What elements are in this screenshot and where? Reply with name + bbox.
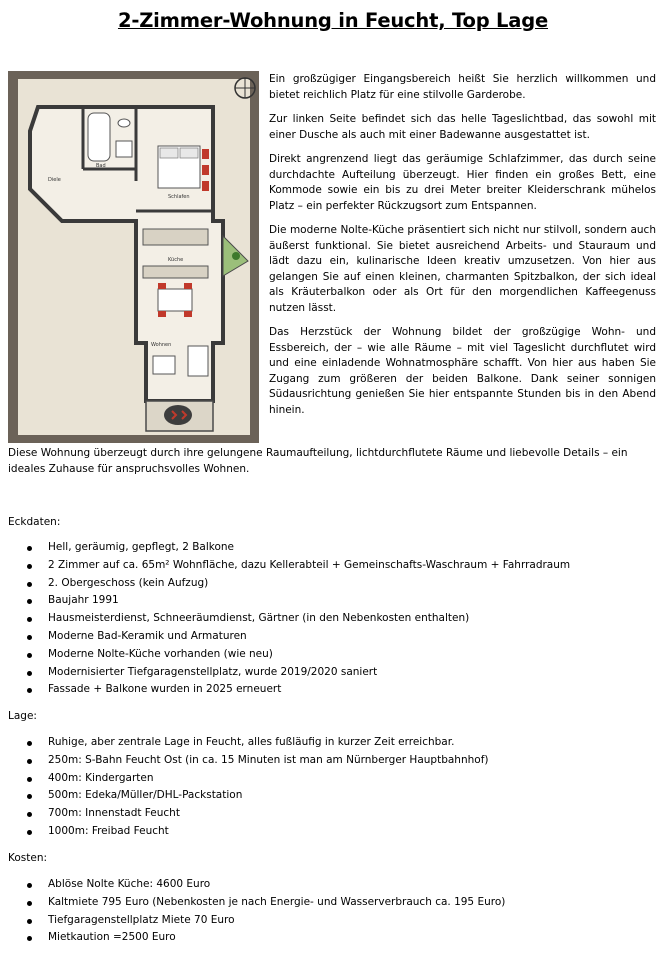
intro-paragraph: Ein großzügiger Eingangsbereich heißt Sie herzlich willkommen und bietet reichlich Platz für eine stilvolle Garderobe. [269,73,656,101]
list-item: 250m: S-Bahn Feucht Ost (in ca. 15 Minuten ist man am Nürnberger Hauptbahnhof) [48,752,666,770]
eckdaten-list [0,539,666,699]
list-item: Moderne Bad-Keramik und Armaturen [48,628,666,646]
page-title: 2-Zimmer-Wohnung in Feucht, Top Lage [117,9,549,32]
eckdaten-heading: Eckdaten: [8,516,61,528]
list-item: 2. Obergeschoss (kein Aufzug) [48,575,666,593]
sofa [188,346,208,376]
intro-paragraph: Die moderne Nolte-Küche präsentiert sich nicht nur stilvoll, sondern auch äußerst funktional. Sie bietet ausreichend Arbeits- und Stauraum und lädt dazu ein, kulinarische Ideen kreativ umzusetzen. Von hier aus gelangen Sie auf einen kleinen, charmanten Spitzbalkon, der sich ideal als Kräuterbalkon oder als Ort für den morgendlichen Kaffeegenuss nutzen lässt. [269,224,656,314]
bathtub [88,113,110,161]
list-item: 700m: Innenstadt Feucht [48,805,666,823]
list-item: Modernisierter Tiefgaragenstellplatz, wurde 2019/2020 saniert [48,664,666,682]
list-item: Kaltmiete 795 Euro (Nebenkosten je nach Energie- und Wasserverbrauch ca. 195 Euro) [48,894,666,912]
intro-paragraph: Direkt angrenzend liegt das geräumige Schlafzimmer, das durch seine durchdachte Aufteilung überzeugt. Hier finden ein großes Bett, eine Kommode sowie ein bis zu drei Meter breiter Kleiderschrank mühelos Platz – ein perfekter Rückzugsort zum Entspannen. [269,153,656,212]
kitchen-counter [143,229,208,245]
kosten-heading: Kosten: [8,852,48,864]
list-item: Tiefgaragenstellplatz Miete 70 Euro [48,912,666,930]
list-item: 2 Zimmer auf ca. 65m² Wohnfläche, dazu Kellerabteil + Gemeinschafts-Waschraum + Fahrradraum [48,557,666,575]
list-item: Fassade + Balkone wurden in 2025 erneuert [48,681,666,699]
svg-text:Schlafen: Schlafen [168,194,190,200]
summary-text: Diese Wohnung überzeugt durch ihre gelungene Raumaufteilung, lichtdurchflutete Räume und liebevolle Details – ein ideales Zuhause für anspruchsvolles Wohnen. [8,447,628,475]
svg-text:Küche: Küche [168,257,184,263]
floor-plan-photo [8,71,259,443]
list-item: Moderne Nolte-Küche vorhanden (wie neu) [48,646,666,664]
lage-list [0,734,666,841]
list-item: Ablöse Nolte Küche: 4600 Euro [48,876,666,894]
kosten-list [0,876,666,947]
list-item: 1000m: Freibad Feucht [48,823,666,841]
svg-text:Diele: Diele [48,177,61,183]
list-item: Hausmeisterdienst, Schneeräumdienst, Gärtner (in den Nebenkosten enthalten) [48,610,666,628]
intro-paragraph: Zur linken Seite befindet sich das helle Tageslichtbad, das sowohl mit einer Dusche als auch mit einer Badewanne ausgestattet ist. [269,113,656,141]
intro-text [269,72,656,427]
dining-table [158,289,192,311]
list-item: 500m: Edeka/Müller/DHL-Packstation [48,787,666,805]
list-item: Baujahr 1991 [48,592,666,610]
list-item: 400m: Kindergarten [48,770,666,788]
svg-text:Wohnen: Wohnen [151,342,172,348]
list-item: Mietkaution =2500 Euro [48,929,666,947]
list-item: Hell, geräumig, gepflegt, 2 Balkone [48,539,666,557]
lage-heading: Lage: [8,710,37,722]
svg-text:Bad: Bad [96,163,106,169]
list-item: Ruhige, aber zentrale Lage in Feucht, alles fußläufig in kurzer Zeit erreichbar. [48,734,666,752]
intro-paragraph: Das Herzstück der Wohnung bildet der großzügige Wohn- und Essbereich, der – wie alle Räume – mit viel Tageslicht durchflutet wird und eine einladende Wohnatmosphäre schafft. Von hier aus haben Sie Zugang zum größeren der beiden Balkone. Dank seiner sonnigen Südausrichtung genießen Sie hier entspannte Stunden bis in den Abend hinein. [269,326,656,416]
